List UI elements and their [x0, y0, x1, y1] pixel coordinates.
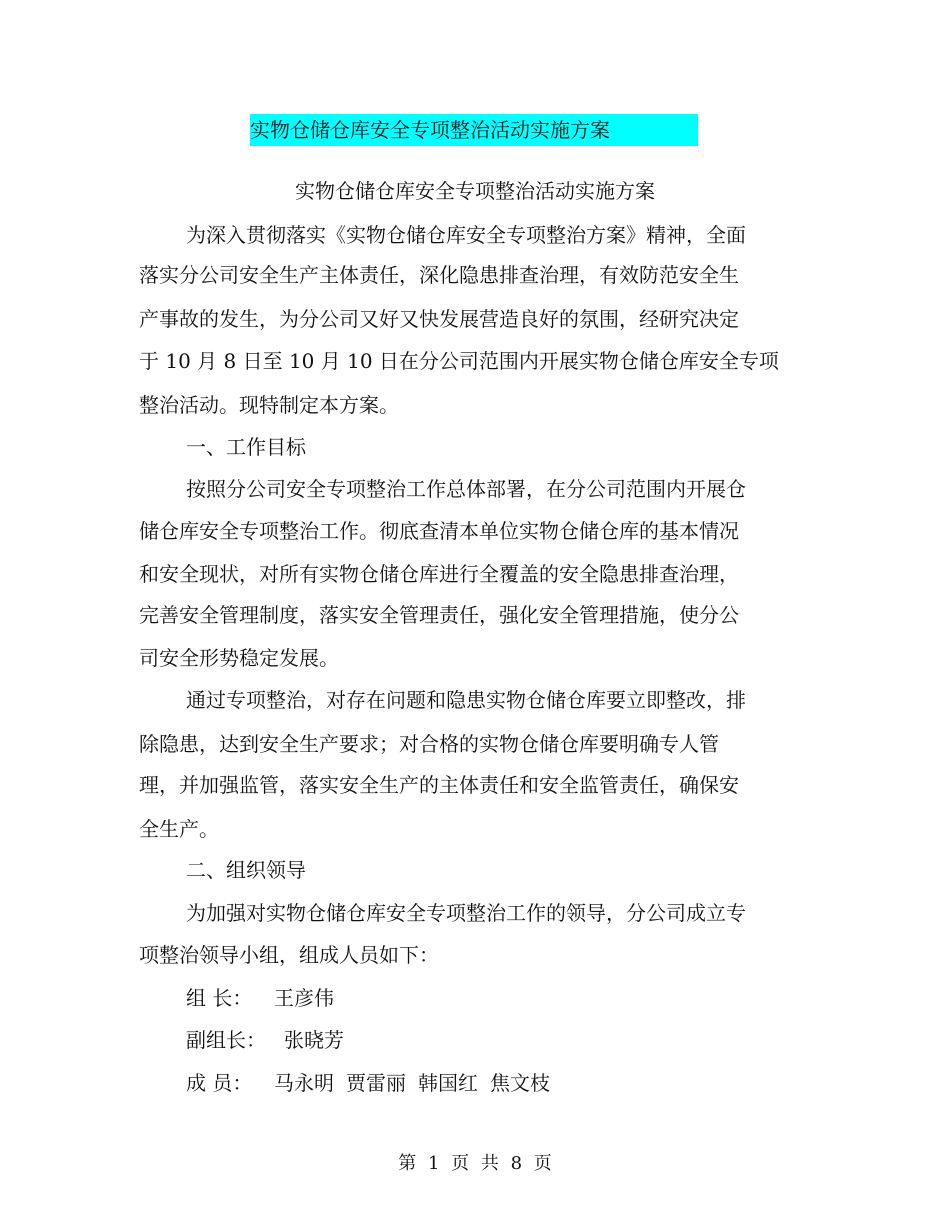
member-name: 韩国红	[418, 1071, 478, 1095]
document-subtitle: 实物仓储仓库安全专项整治活动实施方案	[295, 179, 655, 203]
member-name: 贾雷丽	[346, 1071, 406, 1095]
deputy-name: 张晓芳	[284, 1028, 344, 1052]
goals-line: 司安全形势稳定发展。	[139, 646, 339, 670]
intro-line: 于 10 月 8 日至 10 月 10 日在分公司范围内开展实物仓储仓库安全专项	[139, 349, 779, 373]
intro-line: 整治活动。现特制定本方案。	[139, 393, 399, 417]
organization-line: 为加强对实物仓储仓库安全专项整治工作的领导，分公司成立专	[186, 901, 746, 925]
page-title: 实物仓储仓库安全专项整治活动实施方案	[250, 118, 610, 142]
goals-line: 除隐患，达到安全生产要求；对合格的实物仓储仓库要明确专人管	[139, 732, 719, 756]
members-role-label: 成 员：	[186, 1071, 253, 1095]
leader-role-label: 组 长：	[186, 986, 253, 1010]
members-list	[274, 1071, 562, 1095]
goals-line: 理，并加强监管，落实安全生产的主体责任和安全监管责任，确保安	[139, 773, 739, 797]
section-heading-goals: 一、工作目标	[186, 435, 306, 459]
goals-line: 通过专项整治，对存在问题和隐患实物仓储仓库要立即整改，排	[186, 688, 746, 712]
member-name: 焦文枝	[490, 1071, 550, 1095]
organization-line: 项整治领导小组，组成人员如下：	[139, 943, 439, 967]
intro-line: 为深入贯彻落实《实物仓储仓库安全专项整治方案》精神，全面	[186, 223, 746, 247]
goals-line: 储仓库安全专项整治工作。彻底查清本单位实物仓储仓库的基本情况	[139, 519, 739, 543]
intro-line: 落实分公司安全生产主体责任，深化隐患排查治理，有效防范安全生	[139, 263, 739, 287]
intro-line: 产事故的发生，为分公司又好又快发展营造良好的氛围，经研究决定	[139, 307, 739, 331]
goals-line: 和安全现状，对所有实物仓储仓库进行全覆盖的安全隐患排查治理，	[139, 562, 739, 586]
page-indicator: 第 1 页 共 8 页	[398, 1153, 552, 1174]
members-row	[186, 1066, 562, 1100]
leader-name: 王彦伟	[274, 986, 334, 1010]
goals-line: 按照分公司安全专项整治工作总体部署，在分公司范围内开展仓	[186, 477, 746, 501]
goals-line: 完善安全管理制度，落实安全管理责任，强化安全管理措施，使分公	[139, 603, 739, 627]
deputy-role-label: 副组长：	[186, 1028, 266, 1052]
goals-line: 全生产。	[139, 817, 219, 841]
member-name: 马永明	[274, 1071, 334, 1095]
leader-row	[186, 981, 334, 1015]
section-heading-organization: 二、组织领导	[186, 858, 306, 882]
deputy-row	[186, 1023, 344, 1057]
